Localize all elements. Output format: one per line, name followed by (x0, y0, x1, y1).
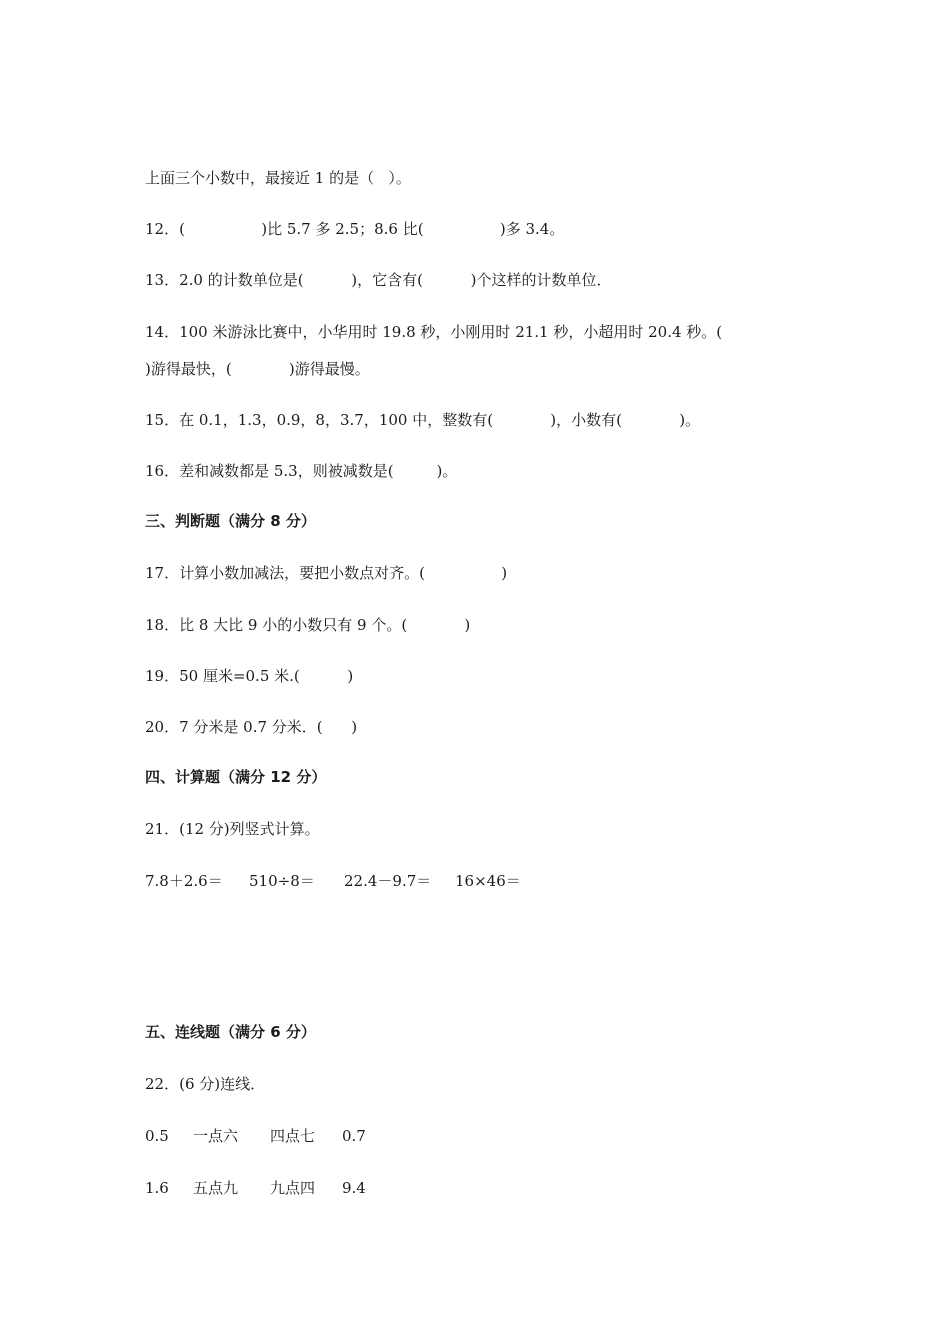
match-item: 一点六 (193, 1127, 239, 1145)
question-13: 13．2.0 的计数单位是( )，它含有( )个这样的计数单位． (145, 271, 612, 289)
question-22: 22．(6 分)连线． (145, 1075, 266, 1093)
question-12: 12．( )比 5.7 多 2.5；8.6 比( )多 3.4。 (145, 220, 565, 238)
match-item: 四点七 (270, 1127, 316, 1145)
question-19: 19．50 厘米=0.5 米.( ) (145, 667, 354, 685)
calc-item: 22.4－9.7＝ (344, 872, 432, 890)
question-11-tail: 上面三个小数中，最接近 1 的是（ ）。 (145, 169, 411, 187)
question-20: 20．7 分米是 0.7 分米．( ) (145, 718, 358, 736)
question-16: 16．差和减数都是 5.3，则被减数是( )。 (145, 462, 458, 480)
question-14-line1: 14．100 米游泳比赛中，小华用时 19.8 秒，小刚用时 21.1 秒，小超用时 20.4 秒。( (145, 323, 723, 341)
question-15: 15．在 0.1，1.3，0.9，8，3.7，100 中，整数有( )，小数有( )。 (145, 411, 701, 429)
question-21: 21．(12 分)列竖式计算。 (145, 820, 320, 838)
section-3-heading: 三、判断题（满分 8 分） (145, 512, 316, 530)
match-item: 九点四 (270, 1179, 316, 1197)
question-18: 18．比 8 大比 9 小的小数只有 9 个。( ) (145, 616, 471, 634)
match-item: 1.6 (145, 1179, 169, 1197)
calc-item: 510÷8＝ (249, 872, 315, 890)
match-item: 五点九 (193, 1179, 239, 1197)
section-4-heading: 四、计算题（满分 12 分） (145, 768, 327, 786)
calc-item: 16×46＝ (455, 872, 521, 890)
match-item: 9.4 (342, 1179, 366, 1197)
question-17: 17．计算小数加减法，要把小数点对齐。( ) (145, 564, 508, 582)
calc-item: 7.8＋2.6＝ (145, 872, 223, 890)
section-5-heading: 五、连线题（满分 6 分） (145, 1023, 316, 1041)
match-item: 0.7 (342, 1127, 366, 1145)
match-item: 0.5 (145, 1127, 169, 1145)
question-14-line2: )游得最快，( )游得最慢。 (145, 360, 370, 378)
